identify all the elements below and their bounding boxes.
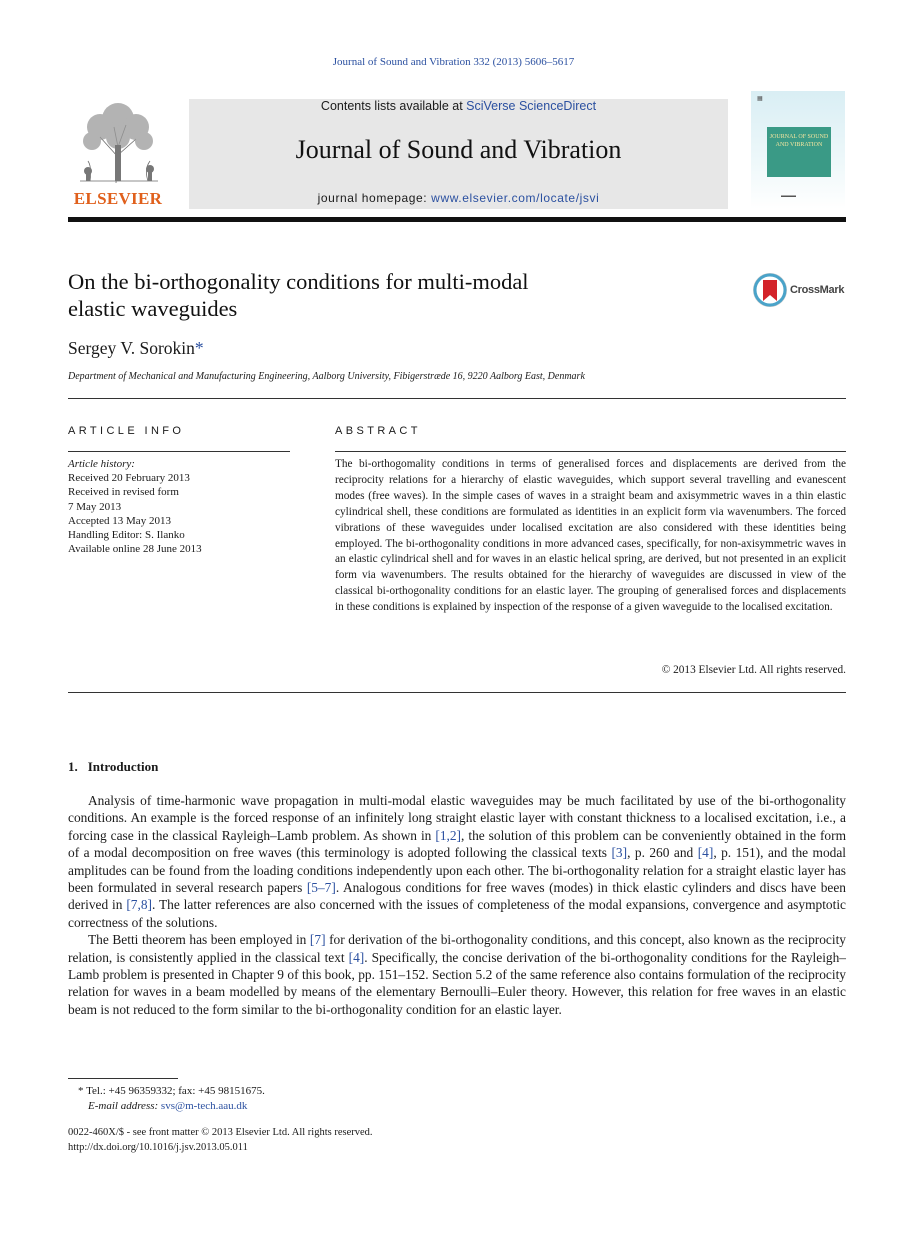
homepage-link[interactable]: www.elsevier.com/locate/jsvi: [431, 191, 600, 205]
citation-link[interactable]: [7,8]: [126, 897, 152, 913]
text-run: , p. 260 and: [627, 845, 698, 861]
cover-footer-mark: ▬▬▬: [781, 194, 796, 199]
crossmark-icon: [752, 272, 788, 308]
doi-link[interactable]: http://dx.doi.org/10.1016/j.jsv.2013.05.011: [68, 1141, 248, 1153]
citation-link[interactable]: [5–7]: [306, 880, 336, 896]
cover-publisher-mark: ▦: [757, 96, 763, 102]
article-metadata: [68, 1126, 373, 1155]
contents-prefix: Contents lists available at: [320, 99, 467, 113]
history-label: Article history:: [68, 458, 135, 470]
footnote: [68, 1084, 265, 1114]
divider: [335, 451, 846, 452]
citation-link[interactable]: [4]: [697, 845, 714, 861]
footnote-divider: [68, 1078, 178, 1079]
section-number: 1.: [68, 759, 78, 774]
footnote-tel-text: Tel.: +45 96359332; fax: +45 98151675.: [86, 1085, 265, 1097]
homepage-line: [189, 191, 728, 205]
divider: [68, 692, 846, 693]
article-title-line-2: elastic waveguides: [68, 296, 238, 321]
abstract-copyright: © 2013 Elsevier Ltd. All rights reserved.: [661, 664, 846, 676]
email-link[interactable]: svs@m-tech.aau.dk: [160, 1100, 248, 1112]
text-run: . Specifically, the concise derivation of the bi-orthogonality conditions for the Rayleigh–Lamb problem is presented in Chapter 9 of this book, pp. 151–152. Section 5.2 of the same reference also contains formulation of the reciprocity relation for waves in a beam modelled by means of the elementary Bernoulli–Euler theory. However, this relation for free waves in an elastic beam is not reduced to the form similar to the bi-orthogonality condition for an elastic layer.: [68, 949, 846, 1017]
publisher-name: ELSEVIER: [73, 189, 163, 208]
text-run: , the solution of this problem can be conveniently obtained in the form of a modal decomposition on free waves (this terminology is adopted following the classical texts: [68, 827, 846, 861]
body-text: [68, 792, 846, 1018]
author-footnote-marker[interactable]: *: [194, 338, 204, 358]
publisher-logo[interactable]: [68, 97, 168, 209]
history-item: Accepted 13 May 2013: [68, 514, 171, 527]
history-item: 7 May 2013: [68, 500, 122, 513]
divider: [68, 398, 846, 399]
citation-link[interactable]: [3]: [611, 845, 628, 861]
citation-link[interactable]: [1,2]: [435, 827, 462, 843]
history-item: Available online 28 June 2013: [68, 543, 202, 556]
paragraph: [68, 792, 846, 931]
abstract-text: The bi-orthogomality conditions in terms of generalised forces and displacements are derived from the reciprocity relations for a hierarchy of elastic waveguides, which support several travelling and evanescent modes (free waves). In the simple cases of waves in a straight beam and axisymmetric waves in a thin elastic cylindrical shell, these conditions are formulated as identities in an explicit form via wavenumbers. The forced vibrations of these waveguides under localised excitation are also considered with these identities being employed. The bi-orthogonality conditions in more advanced cases, specifically, for non-axisymmetric waves in an elastic cylindrical shell and for waves in an elastic helical spring, are derived, but not presented in an explicit form via wavenumbers. The results obtained for the hierarchy of waveguides are discussed in view of the classical bi-orthogonality conditions for an elastic layer. The grouping of generalised forces and displacements in these conditions is explained by inspection of the response of a given waveguide to the localised excitation.: [335, 458, 846, 614]
history-item: Received in revised form: [68, 486, 179, 499]
article-title-line-1: On the bi-orthogonality conditions for multi-modal: [68, 269, 529, 294]
cover-title: JOURNAL OF SOUND AND VIBRATION: [767, 127, 831, 177]
journal-cover-thumbnail[interactable]: [751, 91, 845, 209]
sciencedirect-link[interactable]: SciVerse ScienceDirect: [466, 99, 597, 113]
homepage-label: journal homepage:: [317, 191, 432, 205]
email-label: E-mail address:: [88, 1100, 159, 1112]
footnote-email: [68, 1099, 265, 1114]
text-run: . The latter references are also concerned with the issues of completeness of the modal expansions, convergence and asymptotic correctness of the solutions.: [68, 897, 846, 930]
section-title: Introduction: [87, 759, 159, 774]
paragraph: [68, 931, 846, 1018]
author-name: Sergey V. Sorokin: [68, 338, 195, 358]
text-run: for derivation of the bi-orthogonality conditions, and this concept, also known as the reciprocity relation, is consistently applied in the classical text: [68, 932, 846, 965]
masthead-rule: [68, 217, 846, 222]
journal-banner: [189, 99, 728, 209]
history-item: Received 20 February 2013: [68, 472, 190, 485]
journal-citation[interactable]: Journal of Sound and Vibration 332 (2013) 5606–5617: [332, 56, 575, 68]
article-history: [68, 457, 298, 556]
footnote-marker: *: [78, 1085, 84, 1097]
abstract-heading: ABSTRACT: [335, 425, 421, 437]
citation-link[interactable]: [7]: [309, 932, 326, 948]
author-line: [68, 338, 204, 359]
contents-line: [189, 99, 728, 113]
text-run: The Betti theorem has been employed in: [88, 932, 310, 948]
journal-masthead: [68, 89, 846, 217]
journal-title: Journal of Sound and Vibration: [295, 135, 622, 164]
section-heading: [68, 759, 158, 775]
footnote-tel: [68, 1084, 265, 1099]
citation-link[interactable]: [4]: [348, 949, 365, 965]
elsevier-tree-icon: [70, 97, 166, 185]
history-item: Handling Editor: S. Ilanko: [68, 529, 185, 542]
text-run: Analysis of time-harmonic wave propagation in multi-modal elastic waveguides may be much facilitated by use of the bi-orthogonality conditions. An example is the forced response of an infinitely long straight elastic layer with constant thickness to a localised excitation, i.e., a forcing case in the classical Rayleigh–Lamb problem. As shown in: [68, 793, 846, 843]
crossmark-label: CrossMark: [790, 284, 845, 296]
issn-line: 0022-460X/$ - see front matter © 2013 Elsevier Ltd. All rights reserved.: [68, 1127, 373, 1138]
article-title: [68, 268, 688, 322]
text-run: . Analogous conditions for free waves (modes) in thick elastic cylinders and discs have been derived in: [68, 880, 846, 913]
divider: [68, 451, 290, 452]
crossmark-badge[interactable]: [752, 272, 846, 308]
article-info-heading: ARTICLE INFO: [68, 425, 185, 437]
affiliation: Department of Mechanical and Manufacturing Engineering, Aalborg University, Fibigerstræde 16, 9220 Aalborg East, Denmark: [68, 371, 585, 382]
text-run: , p. 151), and the modal amplitudes can be found from the loading conditions independently upon each other. The bi-orthogonality relation for a straight elastic layer has been formulated in several research papers: [68, 845, 846, 896]
